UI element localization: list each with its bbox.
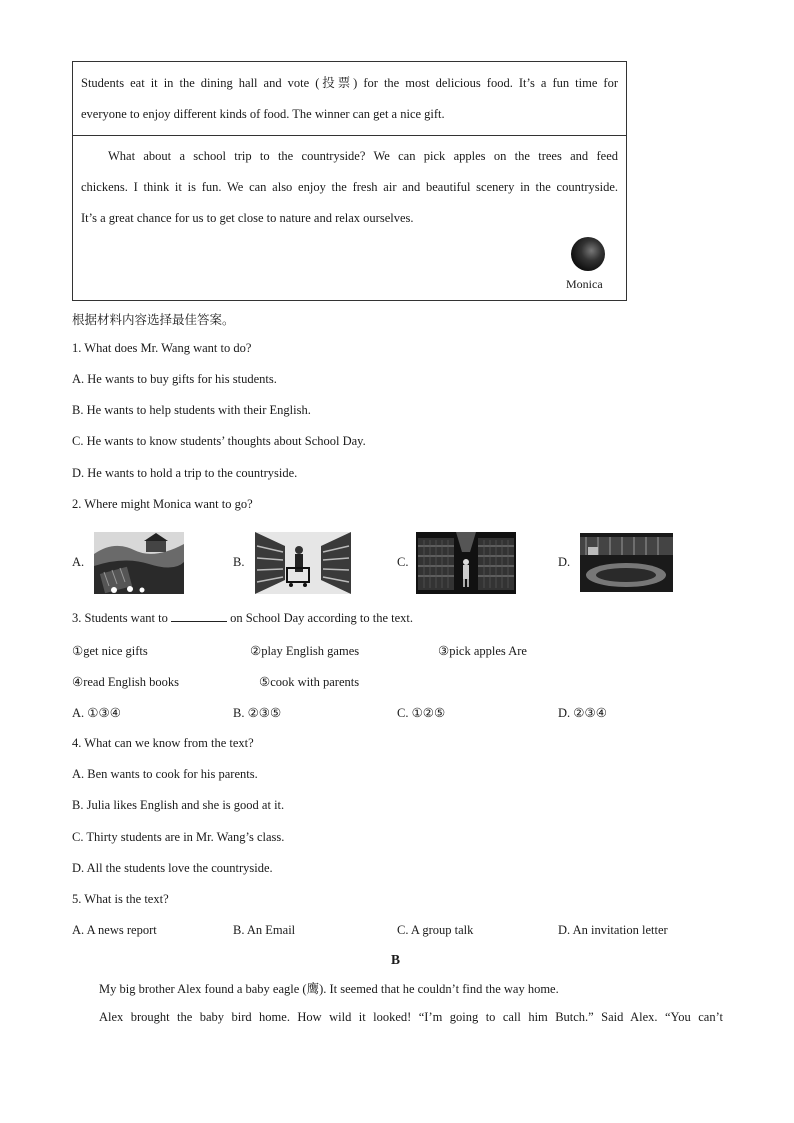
question-2-option-a[interactable]: A. [72,555,85,569]
passage-line: What about a school trip to the countryside? We can pick apples on the trees and feed [108,149,618,163]
question-3-stem-end: on School Day according to the text. [230,611,414,625]
passage-line: everyone to enjoy different kinds of food. The winner can get a nice gift. [81,107,445,121]
passage-line: Students eat it in the dining hall and vote (投票) for the most delicious food. It’s a fun time for [81,76,618,90]
picture-supermarket[interactable] [255,532,351,594]
passage-line: It’s a great chance for us to get close to nature and relax ourselves. [81,211,414,225]
passage-para-1 [81,68,618,130]
question-5-option-b[interactable]: B. An Email [233,923,296,937]
question-5-option-a[interactable]: A. A news report [72,923,157,937]
picture-library[interactable] [416,532,516,594]
question-1-option-d[interactable]: D. He wants to hold a trip to the countryside. [72,466,298,480]
picture-countryside[interactable] [94,532,184,594]
question-4-option-a[interactable]: A. Ben wants to cook for his parents. [72,767,258,781]
question-3-option-d[interactable]: D. ②③④ [558,706,607,720]
question-5-option-c[interactable]: C. A group talk [397,923,474,937]
question-3-item-3: ③pick apples Are [438,644,527,658]
question-3-option-b[interactable]: B. ②③⑤ [233,706,282,720]
question-3-item-1: ①get nice gifts [72,644,148,658]
section-b-heading: B [391,952,401,967]
question-4-stem: 4. What can we know from the text? [72,736,254,750]
question-1-option-a[interactable]: A. He wants to buy gifts for his students. [72,372,277,386]
author-name: Monica [566,277,603,291]
question-2-stem: 2. Where might Monica want to go? [72,497,253,511]
question-3-item-2: ②play English games [250,644,360,658]
question-3-item-4: ④read English books [72,675,180,689]
question-5-option-d[interactable]: D. An invitation letter [558,923,668,937]
question-4-option-b[interactable]: B. Julia likes English and she is good at it. [72,798,285,812]
section-b-line-1: My big brother Alex found a baby eagle (鹰). It seemed that he couldn’t find the way home. [99,982,559,996]
question-1-option-c[interactable]: C. He wants to know students’ thoughts about School Day. [72,434,366,448]
question-1-stem: 1. What does Mr. Wang want to do? [72,341,252,355]
passage-divider [73,135,626,136]
instruction: 根据材料内容选择最佳答案。 [72,312,235,327]
passage-box [72,61,627,301]
question-2-option-d[interactable]: D. [558,555,571,569]
section-b-line-2: Alex brought the baby bird home. How wild it looked! “I’m going to call him Butch.” Said Alex. “You can’t [99,1010,723,1024]
question-4-option-c[interactable]: C. Thirty students are in Mr. Wang’s class. [72,830,285,844]
picture-dining-hall[interactable] [580,533,673,592]
question-2-option-c[interactable]: C. [397,555,409,569]
question-3-stem [72,611,413,626]
question-3-option-a[interactable]: A. ①③④ [72,706,121,720]
question-3-stem-start: 3. Students want to [72,611,168,625]
question-3-option-c[interactable]: C. ①②⑤ [397,706,446,720]
answer-blank [171,611,227,622]
monica-avatar [571,237,605,271]
passage-para-2 [81,141,618,234]
question-2-option-b[interactable]: B. [233,555,245,569]
question-4-option-d[interactable]: D. All the students love the countryside. [72,861,273,875]
question-1-option-b[interactable]: B. He wants to help students with their English. [72,403,311,417]
passage-line: chickens. I think it is fun. We can also enjoy the fresh air and beautiful scenery in the countryside. [81,180,618,194]
question-3-item-5: ⑤cook with parents [259,675,360,689]
question-5-stem: 5. What is the text? [72,892,169,906]
